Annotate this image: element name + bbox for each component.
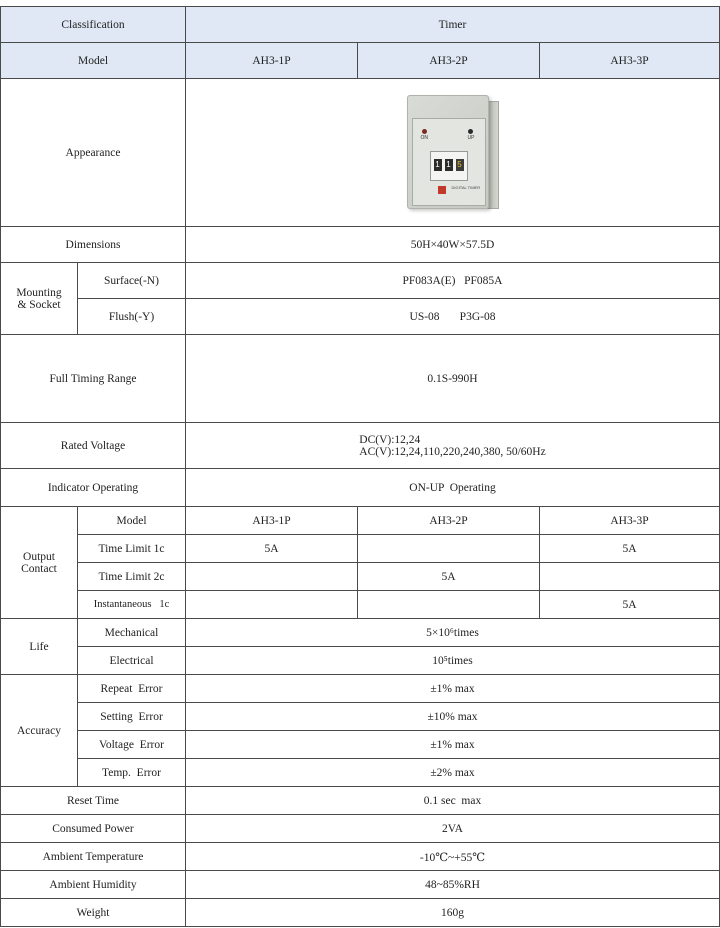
accuracy-row-label: Setting Error: [78, 703, 186, 731]
life-mechanical-row: [1, 619, 720, 647]
output-row: [1, 507, 720, 535]
ambient-temperature-row: [1, 843, 720, 871]
voltage-ac: AC(V):12,24,110,220,240,380, 50/60Hz: [359, 445, 546, 458]
device-body: [407, 95, 489, 209]
output-row-label: Instantaneous 1c: [78, 591, 186, 619]
spec-table: [0, 6, 720, 927]
weight-row: [1, 899, 720, 927]
misc-value: 160g: [186, 899, 720, 927]
surface-label: Surface(-N): [78, 263, 186, 299]
misc-value: 0.1 sec max: [186, 787, 720, 815]
model-row: [1, 43, 720, 79]
up-led-icon: [468, 129, 473, 134]
mounting-surface-row: [1, 263, 720, 299]
device-caption: DIGITAL TIMER: [451, 184, 481, 190]
misc-value: 48~85%RH: [186, 871, 720, 899]
ambient-humidity-row: [1, 871, 720, 899]
dimensions-row: [1, 227, 720, 263]
accuracy-value: ±1% max: [186, 731, 720, 759]
accuracy-label: Accuracy: [1, 675, 78, 787]
output-row: [1, 563, 720, 591]
output-label-line2: Contact: [21, 562, 57, 575]
dimensions-value: 50H×40W×57.5D: [186, 227, 720, 263]
accuracy-value: ±10% max: [186, 703, 720, 731]
consumed-power-row: [1, 815, 720, 843]
model-1: AH3-1P: [186, 43, 358, 79]
accuracy-row: [1, 759, 720, 787]
accuracy-row-label: Voltage Error: [78, 731, 186, 759]
output-row: [1, 535, 720, 563]
output-cell: [186, 563, 358, 591]
output-cell: [186, 591, 358, 619]
output-row-label: Time Limit 2c: [78, 563, 186, 591]
indicator-value: ON-UP Operating: [186, 469, 720, 507]
output-cell: 5A: [540, 535, 720, 563]
voltage-value: [186, 423, 720, 469]
surface-value: PF083A(E) PF085A: [186, 263, 720, 299]
mounting-label-line1: Mounting: [16, 286, 62, 299]
digit-dials: [430, 151, 468, 181]
model-3: AH3-3P: [540, 43, 720, 79]
output-cell: [358, 535, 540, 563]
classification-label: Classification: [1, 7, 186, 43]
mechanical-label: Mechanical: [78, 619, 186, 647]
model-label: Model: [1, 43, 186, 79]
output-label-line1: Output: [23, 550, 55, 563]
accuracy-row-label: Repeat Error: [78, 675, 186, 703]
voltage-row: [1, 423, 720, 469]
accuracy-row: [1, 675, 720, 703]
timing-row: [1, 335, 720, 423]
output-row: [1, 591, 720, 619]
voltage-dc: DC(V):12,24: [359, 433, 421, 446]
flush-label: Flush(-Y): [78, 299, 186, 335]
timing-label: Full Timing Range: [1, 335, 186, 423]
mounting-label: [1, 263, 78, 335]
flush-value: US-08 P3G-08: [186, 299, 720, 335]
misc-label: Reset Time: [1, 787, 186, 815]
misc-label: Consumed Power: [1, 815, 186, 843]
misc-value: -10℃~+55℃: [186, 843, 720, 871]
classification-row: [1, 7, 720, 43]
indicator-label: Indicator Operating: [1, 469, 186, 507]
appearance-label: Appearance: [1, 79, 186, 227]
output-cell: AH3-3P: [540, 507, 720, 535]
indicator-row: [1, 469, 720, 507]
output-row-label: Model: [78, 507, 186, 535]
accuracy-value: ±1% max: [186, 675, 720, 703]
accuracy-row: [1, 731, 720, 759]
led-on-label: ON: [420, 134, 428, 141]
appearance-row: [1, 79, 720, 227]
output-cell: 5A: [540, 591, 720, 619]
reset-time-row: [1, 787, 720, 815]
electrical-label: Electrical: [78, 647, 186, 675]
output-label: [1, 507, 78, 619]
misc-value: 2VA: [186, 815, 720, 843]
on-led-icon: [422, 129, 427, 134]
led-up-label: UP: [467, 134, 475, 141]
brand-logo-icon: [438, 186, 446, 194]
digit-3: 5: [457, 159, 462, 169]
misc-label: Ambient Humidity: [1, 871, 186, 899]
output-cell: AH3-1P: [186, 507, 358, 535]
life-electrical-row: [1, 647, 720, 675]
timing-value: 0.1S-990H: [186, 335, 720, 423]
mounting-label-line2: & Socket: [17, 298, 61, 311]
life-label: Life: [1, 619, 78, 675]
digit-1: 1: [435, 159, 440, 169]
digit-2: 1: [446, 159, 451, 169]
accuracy-row: [1, 703, 720, 731]
misc-label: Weight: [1, 899, 186, 927]
mounting-flush-row: [1, 299, 720, 335]
output-cell: 5A: [358, 563, 540, 591]
timer-device-image: [407, 95, 499, 211]
accuracy-value: ±2% max: [186, 759, 720, 787]
voltage-label: Rated Voltage: [1, 423, 186, 469]
output-cell: [358, 591, 540, 619]
accuracy-row-label: Temp. Error: [78, 759, 186, 787]
dimensions-label: Dimensions: [1, 227, 186, 263]
output-cell: 5A: [186, 535, 358, 563]
mechanical-value: 5×10⁶times: [186, 619, 720, 647]
classification-value: Timer: [186, 7, 720, 43]
misc-label: Ambient Temperature: [1, 843, 186, 871]
output-cell: AH3-2P: [358, 507, 540, 535]
appearance-cell: [186, 79, 720, 227]
model-2: AH3-2P: [358, 43, 540, 79]
electrical-value: 10⁵times: [186, 647, 720, 675]
output-row-label: Time Limit 1c: [78, 535, 186, 563]
output-cell: [540, 563, 720, 591]
